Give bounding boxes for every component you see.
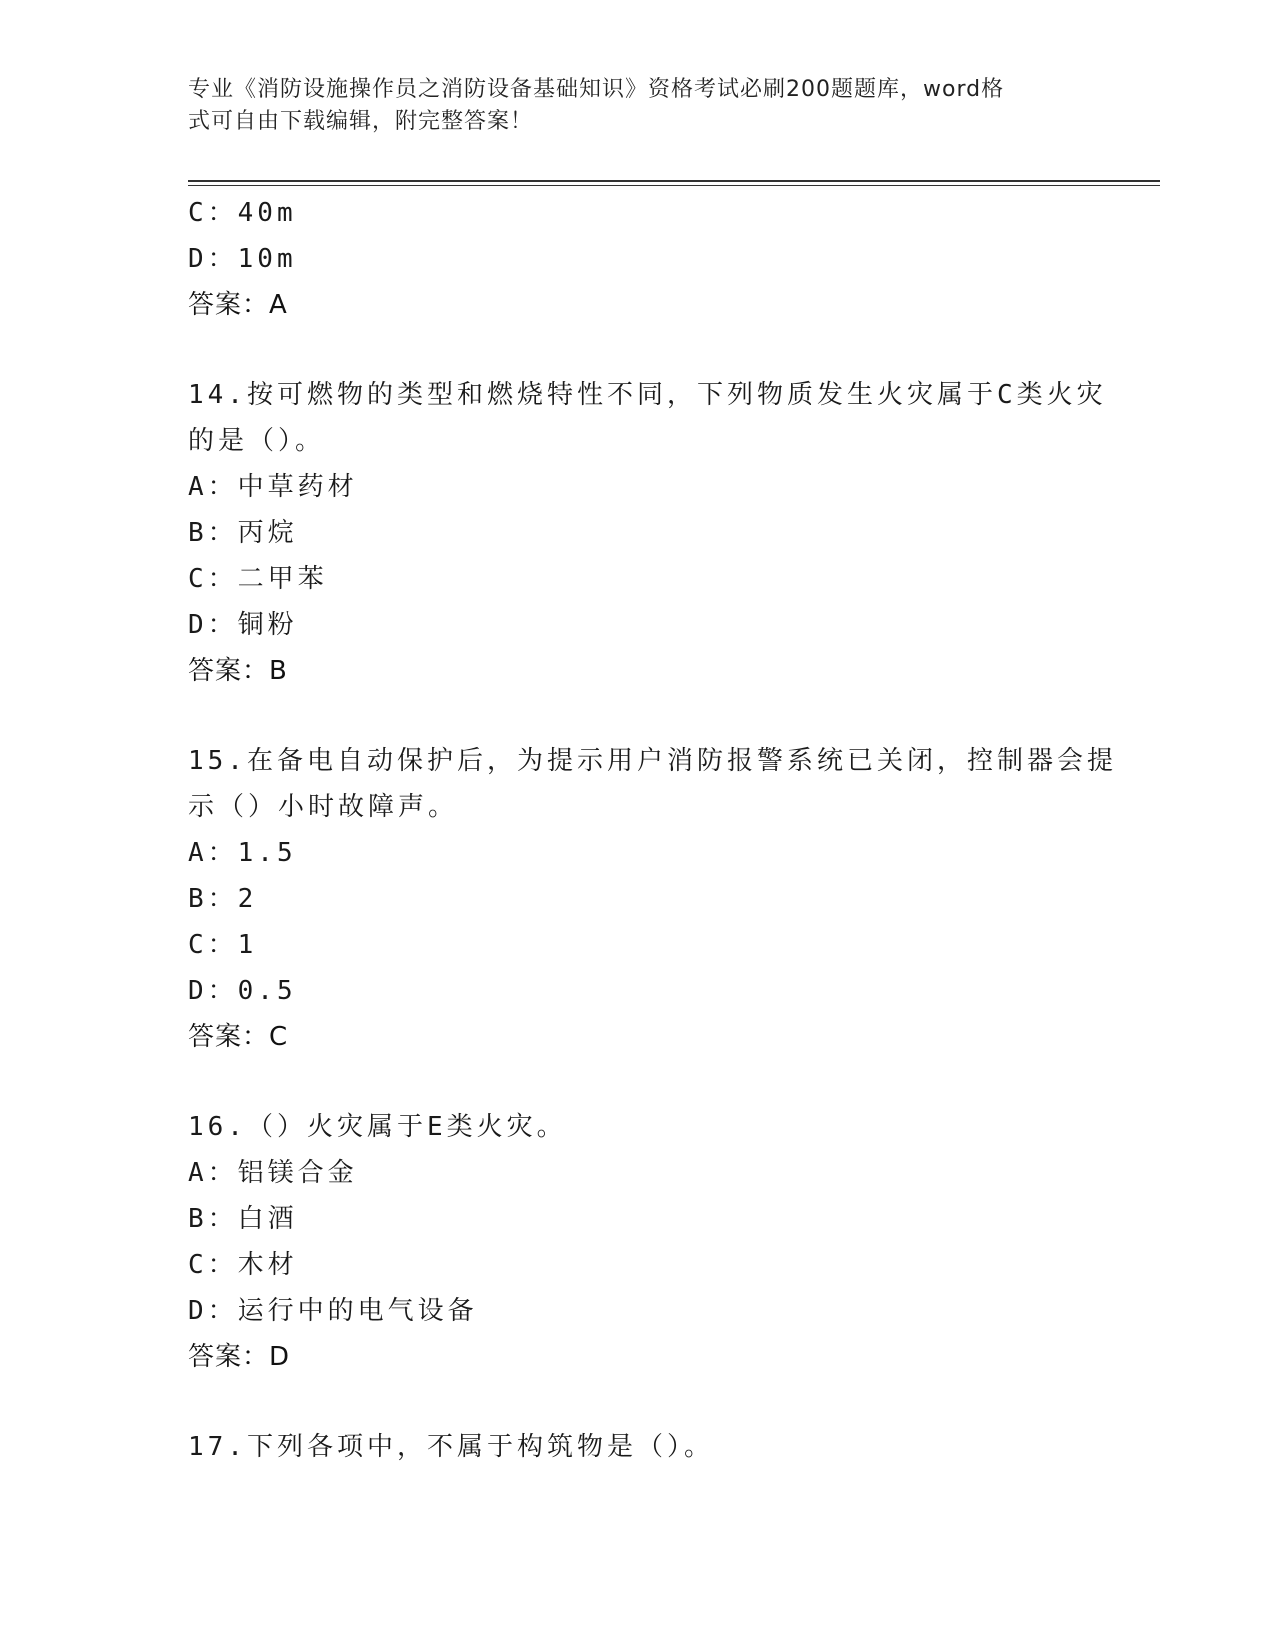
question-stem: 14.按可燃物的类型和燃烧特性不同，下列物质发生火灾属于C类火灾 <box>188 380 1107 410</box>
option-b: B：白酒 <box>188 1204 298 1234</box>
document-header <box>188 74 1068 138</box>
question-list <box>188 190 1117 1470</box>
option-c: C：1 <box>188 930 258 960</box>
option-d: D：运行中的电气设备 <box>188 1296 478 1326</box>
question-stem: 示（）小时故障声。 <box>188 792 459 822</box>
question-16 <box>188 1104 1088 1380</box>
option-a: A：1.5 <box>188 838 297 868</box>
question-17 <box>188 1424 1088 1470</box>
answer-line: 答案：C <box>188 1022 289 1052</box>
question-stem: 17.下列各项中，不属于构筑物是（）。 <box>188 1432 714 1462</box>
header-divider <box>188 180 1160 186</box>
question-14 <box>188 372 1107 694</box>
option-c: C：二甲苯 <box>188 564 328 594</box>
option-d: D：10m <box>188 244 297 274</box>
option-a: A：铝镁合金 <box>188 1158 358 1188</box>
previous-question-tail <box>188 190 1088 328</box>
spacer <box>188 694 1088 738</box>
header-line-2: 式可自由下载编辑，附完整答案！ <box>188 109 534 134</box>
option-b: B：2 <box>188 884 258 914</box>
header-line-1: 专业《消防设施操作员之消防设备基础知识》资格考试必刷200题题库，word格 <box>188 77 1005 102</box>
question-stem: 16.（）火灾属于E类火灾。 <box>188 1112 567 1142</box>
answer-line: 答案：B <box>188 656 288 686</box>
question-stem: 15.在备电自动保护后，为提示用户消防报警系统已关闭，控制器会提 <box>188 746 1117 776</box>
spacer <box>188 1380 1088 1424</box>
answer-line: 答案：A <box>188 290 288 320</box>
option-d: D：0.5 <box>188 976 297 1006</box>
question-15 <box>188 738 1117 1060</box>
option-d: D：铜粉 <box>188 610 298 640</box>
option-c: C：40m <box>188 198 297 228</box>
option-c: C：木材 <box>188 1250 298 1280</box>
option-b: B：丙烷 <box>188 518 298 548</box>
option-a: A：中草药材 <box>188 472 358 502</box>
answer-line: 答案：D <box>188 1342 291 1372</box>
spacer <box>188 1060 1088 1104</box>
question-stem: 的是（）。 <box>188 426 326 456</box>
spacer <box>188 328 1088 372</box>
